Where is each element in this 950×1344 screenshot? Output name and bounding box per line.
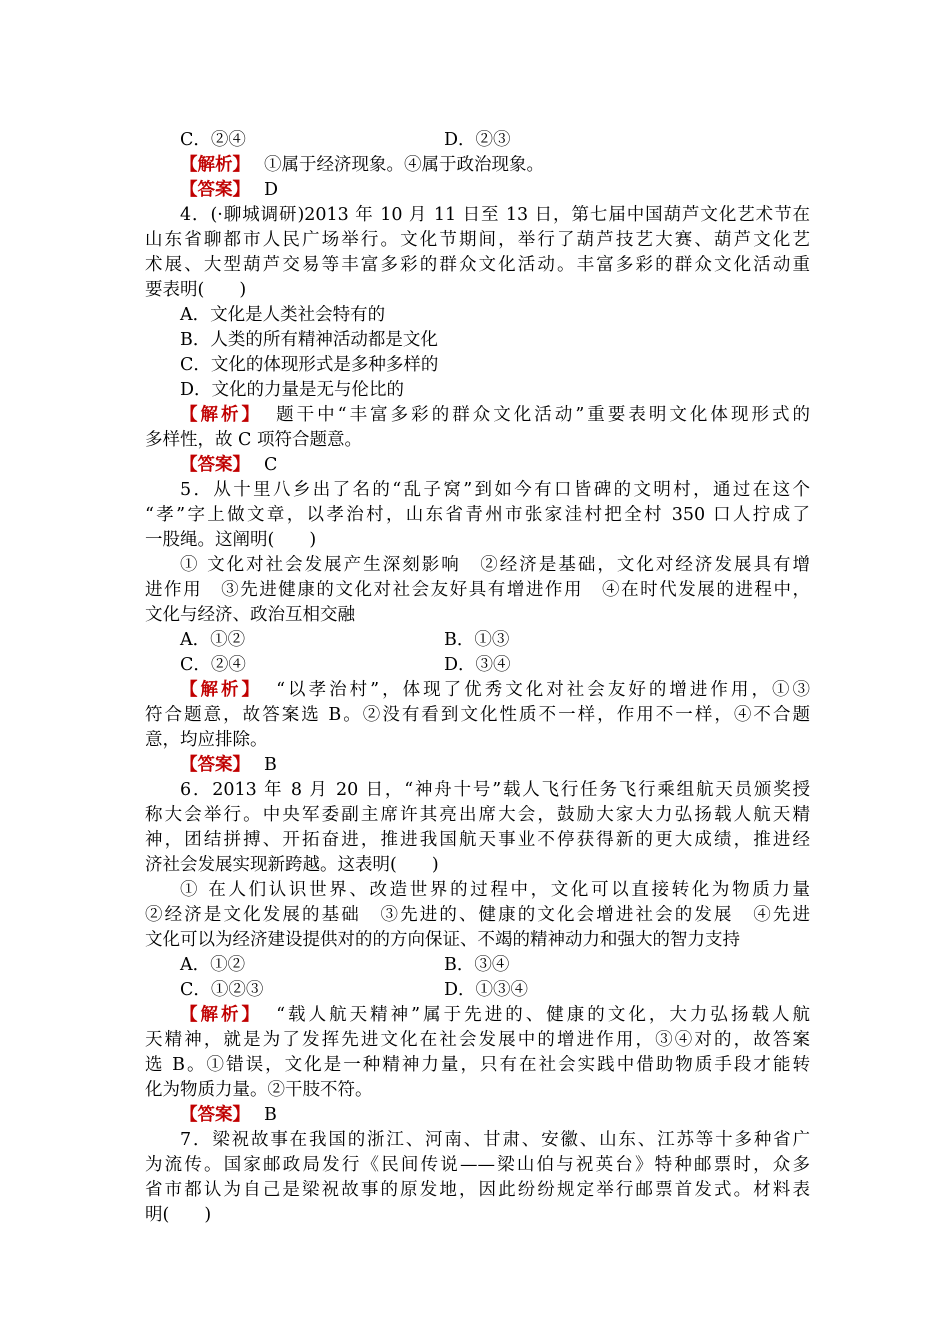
text-line: ②经济是文化发展的基础 ③先进的、健康的文化会增进社会的发展 ④先进 <box>145 905 810 925</box>
option-left: C．②④ <box>180 655 246 675</box>
analysis-line <box>180 403 810 428</box>
answer-tag: 【答案】 <box>180 1105 250 1125</box>
analysis-tag: 【解析】 <box>180 1005 263 1025</box>
tag-text: B <box>264 755 277 775</box>
option-right: D．②③ <box>444 130 511 150</box>
text-line: 化为物质力量。②干肢不符。 <box>145 1080 373 1100</box>
text-line: 进作用 ③先进健康的文化对社会友好具有增进作用 ④在时代发展的进程中， <box>145 580 810 600</box>
analysis-tag: 【解析】 <box>180 680 263 700</box>
answer-options-row <box>0 978 950 1003</box>
text-line: 4．(·聊城调研)2013 年 10 月 11 日至 13 日，第七届中国葫芦文化艺术节在 <box>180 205 810 225</box>
option-right: D．①③④ <box>444 980 529 1000</box>
analysis-line <box>180 1003 810 1028</box>
text-line: D．文化的力量是无与伦比的 <box>180 380 405 400</box>
option-left: C．②④ <box>180 130 246 150</box>
answer-options-row <box>0 128 950 153</box>
text-line: 多样性，故 C 项符合题意。 <box>145 430 363 450</box>
text-line: 济社会发展实现新跨越。这表明( ) <box>145 855 439 875</box>
analysis-tag: 【解析】 <box>180 155 250 175</box>
analysis-line <box>180 153 810 178</box>
answer-tag: 【答案】 <box>180 180 250 200</box>
text-line: 选 B。①错误，文化是一种精神力量，只有在社会实践中借助物质手段才能转 <box>145 1055 810 1075</box>
text-line: 5．从十里八乡出了名的“乱子窝”到如今有口皆碑的文明村，通过在这个 <box>180 480 810 500</box>
text-line: 意，均应排除。 <box>145 730 268 750</box>
tag-text: B <box>264 1105 277 1125</box>
option-left: A．①② <box>180 630 246 650</box>
answer-line <box>180 1103 810 1128</box>
answer-line <box>180 753 810 778</box>
text-line: 为流传。国家邮政局发行《民间传说——梁山伯与祝英台》特种邮票时，众多 <box>145 1155 810 1175</box>
tag-text: “载人航天精神”属于先进的、健康的文化，大力弘扬载人航 <box>276 1005 810 1025</box>
text-line: 文化与经济、政治互相交融 <box>145 605 355 625</box>
text-line: 明( ) <box>145 1205 212 1225</box>
text-line: 称大会举行。中央军委副主席许其亮出席大会，鼓励大家大力弘扬载人航天精 <box>145 805 810 825</box>
answer-tag: 【答案】 <box>180 455 250 475</box>
analysis-line <box>180 678 810 703</box>
text-line: 符合题意，故答案选 B。②没有看到文化性质不一样，作用不一样，④不合题 <box>145 705 810 725</box>
text-line: 山东省聊都市人民广场举行。文化节期间，举行了葫芦技艺大赛、葫芦文化艺 <box>145 230 810 250</box>
tag-text: D <box>264 180 279 200</box>
text-line: A．文化是人类社会特有的 <box>180 305 386 325</box>
answer-line <box>180 453 810 478</box>
tag-text: ①属于经济现象。④属于政治现象。 <box>264 155 544 175</box>
answer-options-row <box>0 628 950 653</box>
text-line: 6．2013 年 8 月 20 日，“神舟十号”载人飞行任务飞行乘组航天员颁奖授 <box>180 780 810 800</box>
text-line: 7．梁祝故事在我国的浙江、河南、甘肃、安徽、山东、江苏等十多种省广 <box>180 1130 810 1150</box>
option-right: B．③④ <box>444 955 510 975</box>
answer-tag: 【答案】 <box>180 755 250 775</box>
text-line: B．人类的所有精神活动都是文化 <box>180 330 438 350</box>
text-line: 要表明( ) <box>145 280 247 300</box>
option-right: D．③④ <box>444 655 511 675</box>
text-line: 术展、大型葫芦交易等丰富多彩的群众文化活动。丰富多彩的群众文化活动重 <box>145 255 810 275</box>
text-line: 省市都认为自己是梁祝故事的原发地，因此纷纷规定举行邮票首发式。材料表 <box>145 1180 810 1200</box>
answer-line <box>180 178 810 203</box>
text-line: 神，团结拼搏、开拓奋进，推进我国航天事业不停获得新的更大成绩，推进经 <box>145 830 810 850</box>
option-left: C．①②③ <box>180 980 264 1000</box>
text-line: ① 文化对社会发展产生深刻影响 ②经济是基础，文化对经济发展具有增 <box>180 555 810 575</box>
tag-text: “以孝治村”，体现了优秀文化对社会友好的增进作用，①③ <box>276 680 810 700</box>
text-line: C．文化的体现形式是多种多样的 <box>180 355 439 375</box>
text-line: “孝”字上做文章，以孝治村，山东省青州市张家洼村把全村 350 口人拧成了 <box>145 505 810 525</box>
analysis-tag: 【解析】 <box>180 405 263 425</box>
text-line: ① 在人们认识世界、改造世界的过程中，文化可以直接转化为物质力量 <box>180 880 810 900</box>
tag-text: C <box>264 455 278 475</box>
option-left: A．①② <box>180 955 246 975</box>
text-line: 文化可以为经济建设提供对的的方向保证、不竭的精神动力和强大的智力支持 <box>145 930 740 950</box>
text-line: 一股绳。这阐明( ) <box>145 530 317 550</box>
answer-options-row <box>0 953 950 978</box>
text-line: 天精神，就是为了发挥先进文化在社会发展中的增进作用，③④对的，故答案 <box>145 1030 810 1050</box>
option-right: B．①③ <box>444 630 510 650</box>
answer-options-row <box>0 653 950 678</box>
tag-text: 题干中“丰富多彩的群众文化活动”重要表明文化体现形式的 <box>276 405 810 425</box>
